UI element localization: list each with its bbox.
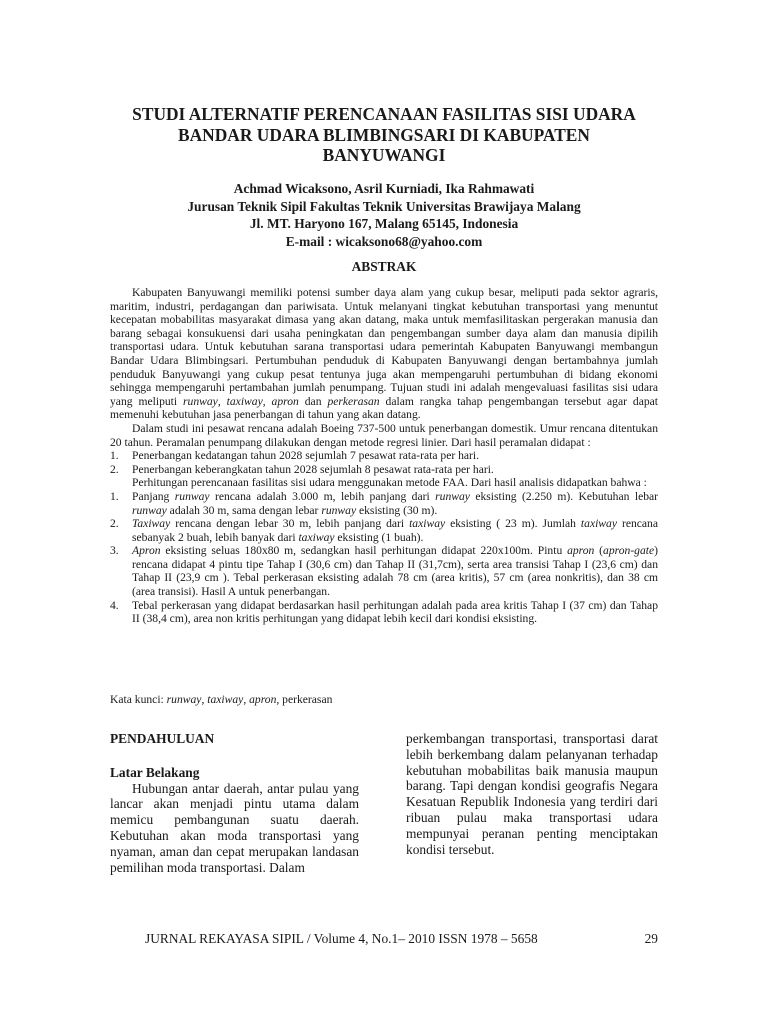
abstract-paragraph-2: Dalam studi ini pesawat rencana adalah Boeing 737-500 untuk penerbangan domestik. Umur rencana ditentukan 20 tahun. Peramalan penumpang dilakukan dengan metode regresi linier. Dari hasil peramalan didapat :: [110, 421, 658, 449]
author-affiliation: Jurusan Teknik Sipil Fakultas Teknik Universitas Brawijaya Malang: [187, 198, 581, 214]
journal-citation: JURNAL REKAYASA SIPIL / Volume 4, No.1– 2010 ISSN 1978 – 5658: [145, 931, 538, 946]
forecast-list: [110, 449, 658, 476]
body-paragraph-right: perkembangan transportasi, transportasi darat lebih berkembang dalam pelanyanan terhadap kebutuhan mobabilitas baik manusia maupun barang. Tapi dengan kondisi geografis Negara Kesatuan Republik Indonesia yang terdiri dari ribuan pulau maka transportasi udara mempunyai peranan penting menciptakan kondisi tersebut.: [406, 731, 658, 857]
list-item: 2. Taxiway rencana dengan lebar 30 m, lebih panjang dari taxiway eksisting ( 23 m). Jumlah taxiway rencana sebanyak 2 buah, lebih banyak dari taxiway eksisting (1 buah).: [110, 517, 658, 544]
page-number: 29: [644, 931, 658, 946]
results-list: [110, 490, 658, 626]
title-line-3: BANYUWANGI: [322, 145, 446, 165]
body-right-column: [406, 731, 658, 857]
list-item: 4. Tebal perkerasan yang didapat berdasarkan hasil perhitungan adalah pada area kritis Tahap I (37 cm) dan Tahap II (38,4 cm), area non kritis perhitungan yang didapat lebih kecil dari kondisi eksisting.: [110, 598, 658, 626]
list-item: 2. Penerbangan keberangkatan tahun 2028 sejumlah 8 pesawat rata-rata per hari.: [110, 462, 494, 476]
body-paragraph-left: Hubungan antar daerah, antar pulau yang lancar akan menjadi pintu utama dalam memicu pembangunan suatu daerah. Kebutuhan akan moda transportasi yang nyaman, aman dan cepat merupakan landasan pemilihan moda transportasi. Dalam: [110, 780, 359, 875]
section-heading: PENDAHULUAN: [110, 731, 215, 746]
author-names: Achmad Wicaksono, Asril Kurniadi, Ika Rahmawati: [233, 181, 535, 196]
author-email: E-mail : wicaksono68@yahoo.com: [285, 233, 483, 249]
author-block: [90, 180, 678, 250]
paper-title: [100, 104, 668, 166]
body-left-column: [110, 731, 359, 875]
keywords-line: Kata kunci: runway, taxiway, apron, perkerasan: [110, 693, 333, 706]
list-item: 3. Apron eksisting seluas 180x80 m, sedangkan hasil perhitungan didapat 220x100m. Pintu apron (apron-gate) rencana didapat 4 pintu tipe Tahap I (30,6 cm) dan Tahap II (31,7cm), serta area transisi Tahap I (23,6 cm) dan Tahap II (23,9 cm ). Tebal perkerasan eksisting adalah 78 cm (area kritis), 57 cm (area nonkritis), dan 38 cm (area transisi). Hasil A untuk penerbangan.: [110, 544, 659, 599]
subsection-heading: Latar Belakang: [110, 764, 200, 780]
title-line-1: STUDI ALTERNATIF PERENCANAAN FASILITAS SISI UDARA: [132, 104, 636, 124]
list-item: 1. Penerbangan kedatangan tahun 2028 sejumlah 7 pesawat rata-rata per hari.: [110, 449, 480, 463]
author-address: Jl. MT. Haryono 167, Malang 65145, Indonesia: [249, 216, 519, 231]
abstract-paragraph-1: Kabupaten Banyuwangi memiliki potensi sumber daya alam yang cukup besar, meliputi pada sektor agraris, maritim, industri, perdagangan dan pariwisata. Untuk melanyani tingkat kebutuhan transportasi yang menuntut kecepatan mobabilitas masyarakat dimasa yang akan datang, maka untuk memfasilitaskan pergerakan manusia dan barang sebagai konsukuensi dari usaha peningkatan dan pengembangan sumber daya alam dan manusia dipilih transportasi udara. Untuk kebutuhan sarana transportasi udara pemerintah Kabupaten Banyuwangi membangun Bandar Udara Blimbingsari. Pertumbuhan penduduk di Kabupaten Banyuwangi dengan bertambahnya jumlah penduduk Banyuwangi yang cukup pesat tentunya juga akan mempengaruhi pertumbuhan di bidang ekonomi sehingga mempengaruhi pertambahan jumlah penumpang. Tujuan studi ini adalah mengevaluasi fasilitas sisi udara yang meliputi runway, taxiway, apron dan perkerasan dalam rangka tahap pengembangan tersebut agar dapat memenuhi kebutuhan jasa penerbangan di tahun yang akan datang.: [110, 286, 659, 422]
abstract-paragraph-3: Perhitungan perencanaan fasilitas sisi udara menggunakan metode FAA. Dari hasil analisis didapatkan bahwa :: [132, 476, 647, 490]
list-item: 1. Panjang runway rencana adalah 3.000 m, lebih panjang dari runway eksisting (2.250 m). Kebutuhan lebar runway adalah 30 m, sama dengan lebar runway eksisting (30 m).: [110, 489, 659, 517]
title-line-2: BANDAR UDARA BLIMBINGSARI DI KABUPATEN: [178, 124, 590, 145]
abstract-heading: ABSTRAK: [351, 259, 417, 274]
abstract-body: [110, 286, 658, 626]
